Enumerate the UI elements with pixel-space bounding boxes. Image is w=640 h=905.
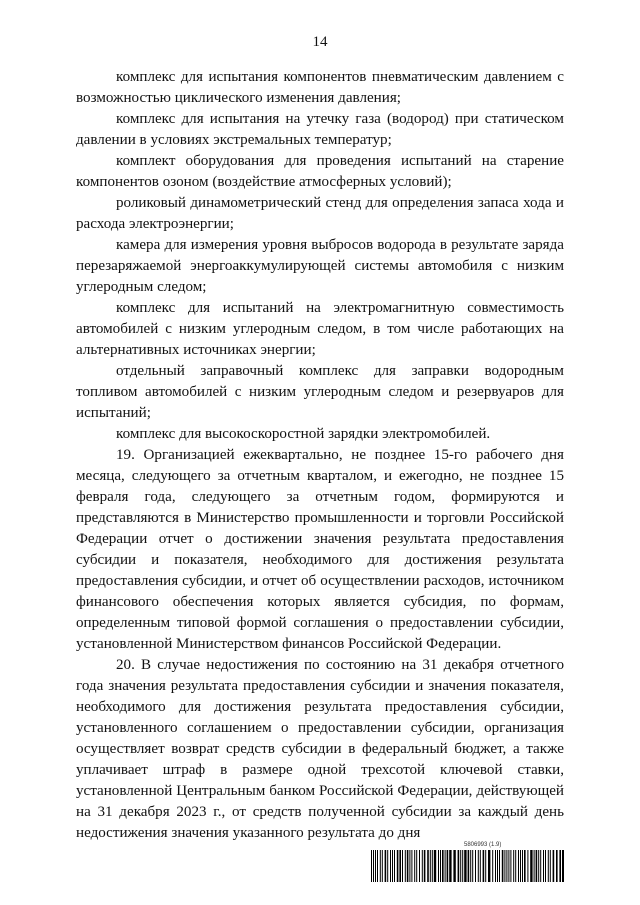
list-item-pneumatic-complex: комплекс для испытания компонентов пневматическим давлением с возможностью циклического изменения давления; xyxy=(76,69,564,106)
list-item-fast-charging: комплекс для высокоскоростной зарядки электромобилей. xyxy=(116,426,491,442)
document-id: 5806993 (1.9) xyxy=(464,842,502,848)
clause-20: 20. В случае недостижения по состоянию на 31 декабря отчетного года значения результата предоставления субсидии и значения показателя, необходимого для достижения результата предоставления субсидии, установленного соглашением о предоставлении субсидии, организация осуществляет возврат средств субсидии в федеральный бюджет, а также уплачивает штраф в размере одной трехсотой ключевой ставки, установленной Центральным банком Российской Федерации, действующей на 31 декабря 2023 г., от средств полученной субсидии за каждый день недостижения значения указанного результата до дня xyxy=(76,657,564,841)
list-item-dynamometer-stand: роликовый динамометрический стенд для определения запаса хода и расхода электроэнергии; xyxy=(76,195,564,232)
list-item-gas-leak-complex: комплекс для испытания на утечку газа (водород) при статическом давлении в условиях экстремальных температур; xyxy=(76,111,564,148)
list-item-emission-chamber: камера для измерения уровня выбросов водорода в результате заряда перезаряжаемой энергоаккумулирующей системы автомобиля с низким углеродным следом; xyxy=(76,237,564,295)
page-number: 14 xyxy=(312,34,328,50)
list-item-hydrogen-station: отдельный заправочный комплекс для заправки водородным топливом автомобилей с низким углеродным следом и резервуаров для испытаний; xyxy=(76,363,564,421)
barcode-image xyxy=(371,850,564,882)
list-item-ozone-equipment: комплект оборудования для проведения испытаний на старение компонентов озоном (воздействие атмосферных условий); xyxy=(76,153,564,190)
document-body xyxy=(76,67,564,844)
list-item-emc-complex: комплекс для испытаний на электромагнитную совместимость автомобилей с низким углеродным следом, в том числе работающих на альтернативных источниках энергии; xyxy=(76,300,564,358)
clause-19: 19. Организацией ежеквартально, не позднее 15-го рабочего дня месяца, следующего за отчетным кварталом, и ежегодно, не позднее 15 февраля года, следующего за отчетным годом, формируются и представляются в Министерство промышленности и торговли Российской Федерации отчет о достижении значения результата предоставления субсидии и показателя, необходимого для достижения результата предоставления субсидии, и отчет об осуществлении расходов, источником финансового обеспечения которых является субсидия, по формам, определенным типовой формой соглашения о предоставлении субсидии, установленной Министерством финансов Российской Федерации. xyxy=(76,447,564,652)
